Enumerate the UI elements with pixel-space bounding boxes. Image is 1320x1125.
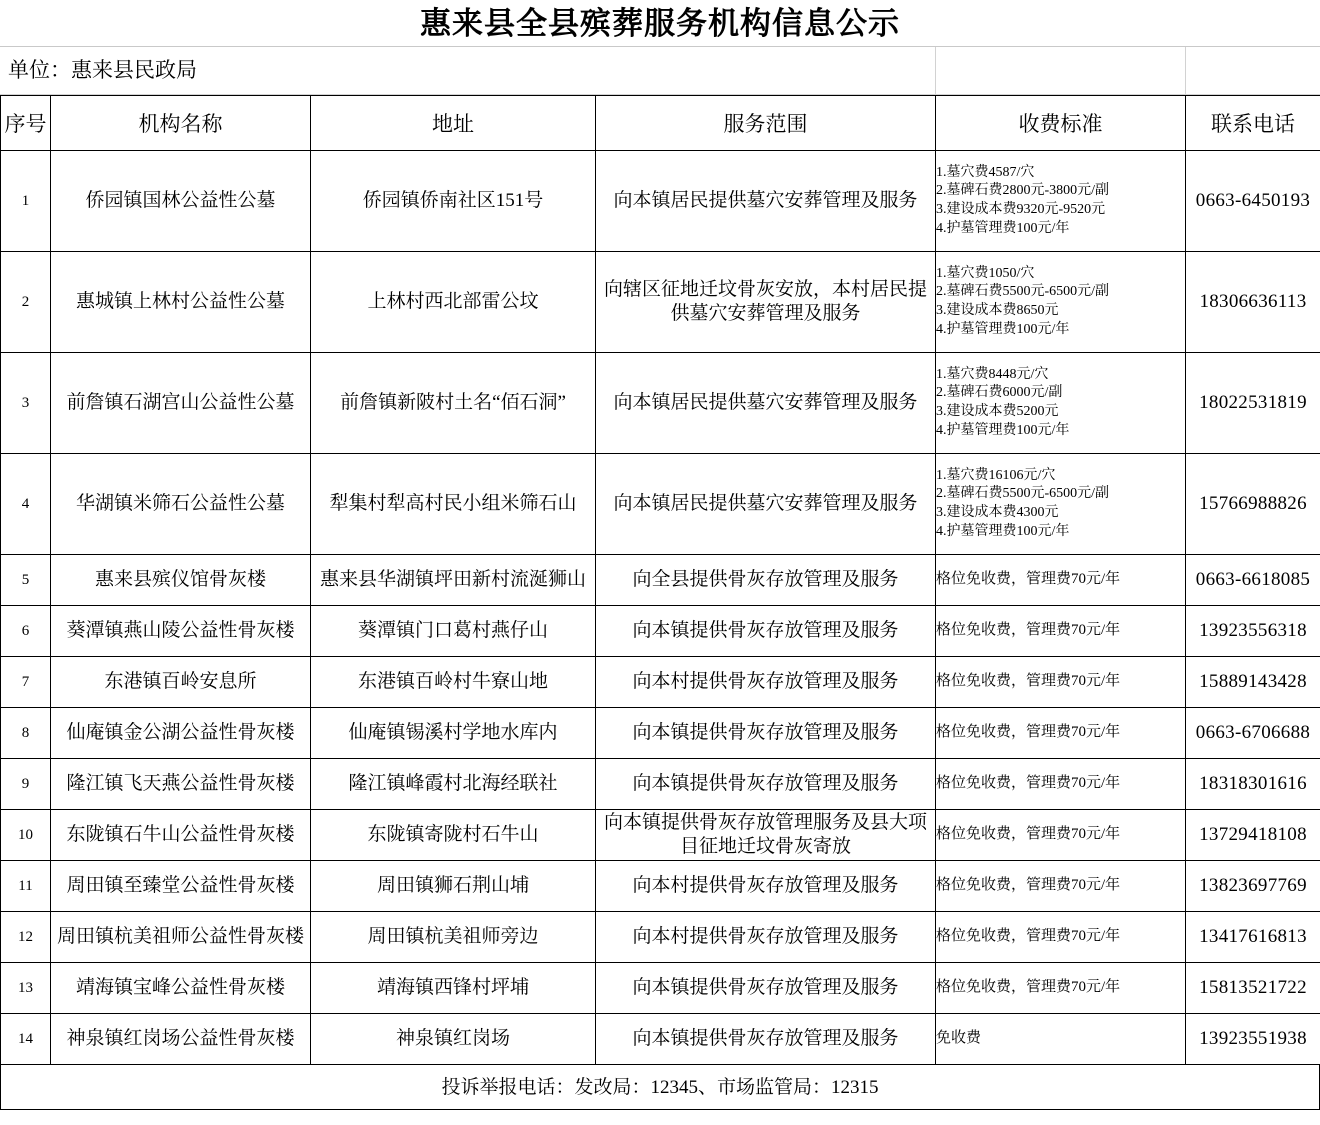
cell-service-scope: 向本镇居民提供墓穴安葬管理及服务 [596,151,936,252]
cell-institution-name: 仙庵镇金公湖公益性骨灰楼 [51,708,311,759]
cell-sequence-number: 9 [1,759,51,810]
table-row [1,1014,1320,1065]
cell-contact-phone: 13729418108 [1186,810,1320,861]
cell-contact-phone: 13923556318 [1186,606,1320,657]
footer-band [0,1065,1320,1110]
fee-line: 格位免收费，管理费70元/年 [936,775,1121,792]
cell-fee-standard [936,252,1186,353]
cell-institution-name: 前詹镇石湖宫山公益性公墓 [51,353,311,454]
table-row [1,657,1320,708]
cell-service-scope: 向本镇提供骨灰存放管理及服务 [596,963,936,1014]
fee-line: 2.墓碑石费5500元-6500元/副 [936,284,1110,300]
cell-service-scope: 向本村提供骨灰存放管理及服务 [596,657,936,708]
fee-line: 4.护墓管理费100元/年 [936,523,1070,539]
table-row [1,963,1320,1014]
cell-address: 葵潭镇门口葛村燕仔山 [311,606,596,657]
cell-fee-standard [936,912,1186,963]
cell-fee-standard [936,1014,1186,1065]
cell-contact-phone: 0663-6618085 [1186,555,1320,606]
cell-institution-name: 隆江镇飞天燕公益性骨灰楼 [51,759,311,810]
cell-service-scope: 向本镇提供骨灰存放管理及服务 [596,1014,936,1065]
cell-institution-name: 华湖镇米筛石公益性公墓 [51,454,311,555]
cell-institution-name: 靖海镇宝峰公益性骨灰楼 [51,963,311,1014]
fee-line: 3.建设成本费9320元-9520元 [936,202,1106,217]
cell-fee-standard [936,708,1186,759]
cell-address: 靖海镇西锋村坪埔 [311,963,596,1014]
cell-sequence-number: 12 [1,912,51,963]
cell-contact-phone: 15813521722 [1186,963,1320,1014]
cell-address: 前詹镇新陂村土名“佰石洞” [311,353,596,454]
cell-fee-standard [936,606,1186,657]
cell-sequence-number: 1 [1,151,51,252]
table-row [1,606,1320,657]
cell-service-scope: 向本镇提供骨灰存放管理服务及县大项目征地迁坟骨灰寄放 [596,810,936,861]
fee-line: 1.墓穴费1050/穴 [936,265,1035,281]
cell-fee-standard [936,555,1186,606]
cell-sequence-number: 3 [1,353,51,454]
cell-institution-name: 东陇镇石牛山公益性骨灰楼 [51,810,311,861]
cell-contact-phone: 13823697769 [1186,861,1320,912]
fee-line: 3.建设成本费4300元 [936,505,1059,520]
cell-contact-phone: 0663-6450193 [1186,151,1320,252]
complaint-hotline-note: 投诉举报电话：发改局：12345、市场监管局：12315 [441,1076,879,1098]
fee-line: 格位免收费，管理费70元/年 [936,826,1121,843]
cell-address: 周田镇狮石荆山埔 [311,861,596,912]
fee-line: 1.墓穴费8448元/穴 [936,366,1049,382]
cell-sequence-number: 6 [1,606,51,657]
cell-institution-name: 周田镇至臻堂公益性骨灰楼 [51,861,311,912]
cell-address: 侨园镇侨南社区151号 [311,151,596,252]
page-title: 惠来县全县殡葬服务机构信息公示 [420,5,900,41]
cell-contact-phone: 18318301616 [1186,759,1320,810]
cell-address: 周田镇杭美祖师旁边 [311,912,596,963]
col-header-scope: 服务范围 [596,96,936,151]
cell-address: 上林村西北部雷公坟 [311,252,596,353]
table-header-row [1,96,1320,151]
fee-line: 格位免收费，管理费70元/年 [936,877,1121,894]
cell-contact-phone: 15889143428 [1186,657,1320,708]
cell-sequence-number: 2 [1,252,51,353]
unit-band-divider-1 [935,47,936,94]
cell-address: 仙庵镇锡溪村学地水库内 [311,708,596,759]
cell-service-scope: 向全县提供骨灰存放管理及服务 [596,555,936,606]
cell-institution-name: 惠来县殡仪馆骨灰楼 [51,555,311,606]
cell-fee-standard [936,963,1186,1014]
cell-fee-standard [936,151,1186,252]
cell-sequence-number: 13 [1,963,51,1014]
cell-sequence-number: 10 [1,810,51,861]
cell-contact-phone: 13417616813 [1186,912,1320,963]
table-row [1,555,1320,606]
cell-fee-standard [936,657,1186,708]
unit-band [0,47,1320,95]
cell-address: 惠来县华湖镇坪田新村流涎狮山 [311,555,596,606]
fee-line: 1.墓穴费16106元/穴 [936,467,1056,483]
cell-service-scope: 向本村提供骨灰存放管理及服务 [596,912,936,963]
cell-sequence-number: 11 [1,861,51,912]
title-band [0,0,1320,47]
table-row [1,252,1320,353]
cell-fee-standard [936,454,1186,555]
col-header-no: 序号 [1,96,51,151]
table-row [1,912,1320,963]
col-header-fee: 收费标准 [936,96,1186,151]
table-row [1,353,1320,454]
fee-line: 格位免收费，管理费70元/年 [936,979,1121,996]
cell-institution-name: 神泉镇红岗场公益性骨灰楼 [51,1014,311,1065]
fee-line: 格位免收费，管理费70元/年 [936,571,1121,588]
cell-sequence-number: 5 [1,555,51,606]
cell-service-scope: 向本镇提供骨灰存放管理及服务 [596,606,936,657]
unit-band-divider-2 [1185,47,1186,94]
cell-fee-standard [936,759,1186,810]
cell-service-scope: 向本镇提供骨灰存放管理及服务 [596,708,936,759]
cell-contact-phone: 18306636113 [1186,252,1320,353]
fee-line: 格位免收费，管理费70元/年 [936,622,1121,639]
table-row [1,810,1320,861]
cell-service-scope: 向本镇居民提供墓穴安葬管理及服务 [596,353,936,454]
cell-sequence-number: 7 [1,657,51,708]
fee-line: 4.护墓管理费100元/年 [936,321,1070,337]
cell-institution-name: 惠城镇上林村公益性公墓 [51,252,311,353]
fee-line: 格位免收费，管理费70元/年 [936,928,1121,945]
fee-line: 2.墓碑石费2800元-3800元/副 [936,183,1110,199]
fee-line: 3.建设成本费5200元 [936,404,1059,419]
col-header-name: 机构名称 [51,96,311,151]
cell-address: 东港镇百岭村牛寮山地 [311,657,596,708]
fee-line: 2.墓碑石费6000元/副 [936,385,1063,401]
cell-sequence-number: 8 [1,708,51,759]
cell-sequence-number: 4 [1,454,51,555]
cell-service-scope: 向本镇提供骨灰存放管理及服务 [596,759,936,810]
fee-line: 免收费 [936,1030,982,1047]
cell-contact-phone: 18022531819 [1186,353,1320,454]
table-row [1,454,1320,555]
cell-institution-name: 葵潭镇燕山陵公益性骨灰楼 [51,606,311,657]
fee-line: 2.墓碑石费5500元-6500元/副 [936,486,1110,502]
cell-contact-phone: 13923551938 [1186,1014,1320,1065]
cell-address: 犁集村犁高村民小组米筛石山 [311,454,596,555]
fee-line: 4.护墓管理费100元/年 [936,422,1070,438]
cell-address: 神泉镇红岗场 [311,1014,596,1065]
table-row [1,861,1320,912]
cell-service-scope: 向本村提供骨灰存放管理及服务 [596,861,936,912]
issuing-unit-label: 单位：惠来县民政局 [8,58,197,82]
table-row [1,759,1320,810]
cell-contact-phone: 0663-6706688 [1186,708,1320,759]
cell-address: 隆江镇峰霞村北海经联社 [311,759,596,810]
table-body [1,151,1320,1065]
table-row [1,151,1320,252]
cell-contact-phone: 15766988826 [1186,454,1320,555]
fee-line: 格位免收费，管理费70元/年 [936,724,1121,741]
fee-line: 3.建设成本费8650元 [936,303,1059,318]
cell-fee-standard [936,861,1186,912]
funeral-service-institutions-table [0,95,1320,1065]
cell-institution-name: 周田镇杭美祖师公益性骨灰楼 [51,912,311,963]
cell-address: 东陇镇寄陇村石牛山 [311,810,596,861]
fee-line: 格位免收费，管理费70元/年 [936,673,1121,690]
col-header-tel: 联系电话 [1186,96,1320,151]
cell-sequence-number: 14 [1,1014,51,1065]
cell-service-scope: 向辖区征地迁坟骨灰安放，本村居民提供墓穴安葬管理及服务 [596,252,936,353]
col-header-address: 地址 [311,96,596,151]
cell-fee-standard [936,810,1186,861]
fee-line: 4.护墓管理费100元/年 [936,220,1070,236]
cell-institution-name: 东港镇百岭安息所 [51,657,311,708]
table-row [1,708,1320,759]
cell-fee-standard [936,353,1186,454]
cell-service-scope: 向本镇居民提供墓穴安葬管理及服务 [596,454,936,555]
fee-line: 1.墓穴费4587/穴 [936,164,1035,180]
cell-institution-name: 侨园镇国林公益性公墓 [51,151,311,252]
